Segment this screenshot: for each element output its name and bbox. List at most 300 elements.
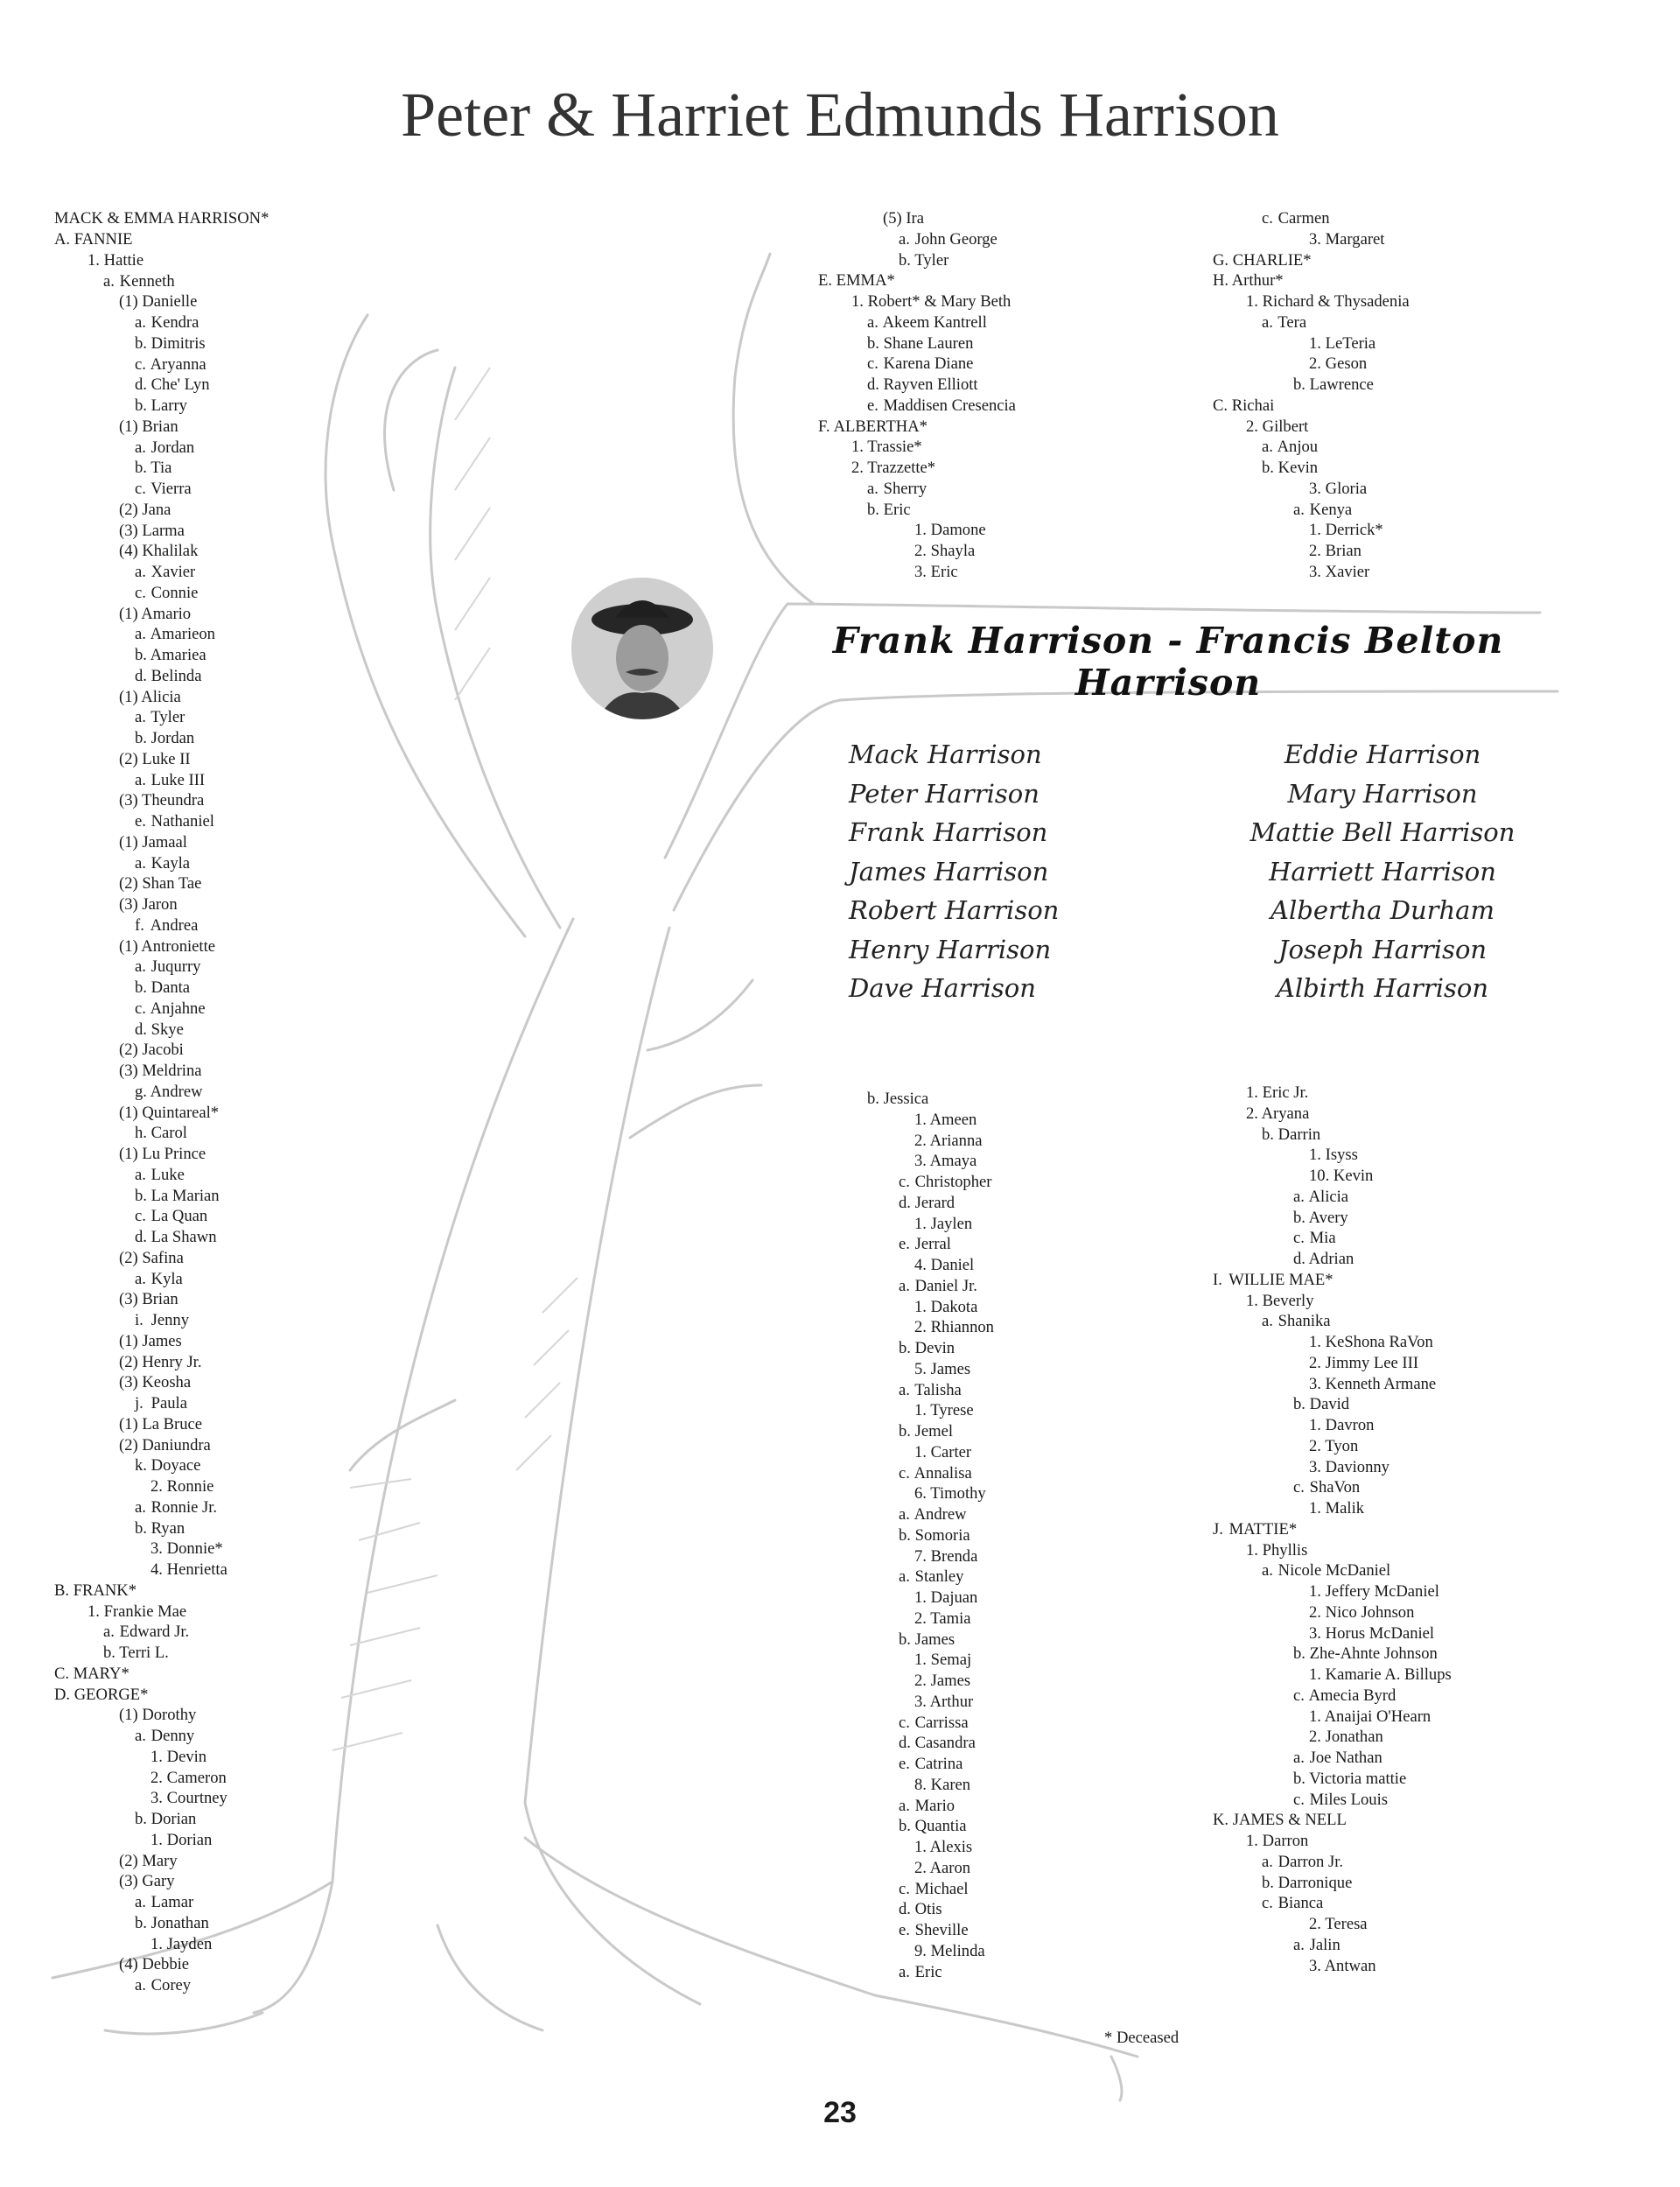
- child-name: Mattie Bell Harrison: [1250, 817, 1516, 847]
- entry-marker: B.: [54, 1581, 70, 1600]
- entry-name: Jonathan: [147, 1913, 209, 1932]
- entry-marker: (1): [119, 1145, 138, 1163]
- entry-marker: C.: [54, 1664, 70, 1683]
- family-entry: [54, 1539, 228, 1560]
- entry-name: Denny: [147, 1727, 195, 1745]
- family-entry: [54, 1581, 228, 1602]
- entry-name: Carmen: [1274, 209, 1330, 228]
- page-number: 23: [823, 2096, 857, 2129]
- entry-marker: c.: [135, 354, 146, 374]
- family-entry: [1213, 1270, 1452, 1291]
- entry-marker: 3.: [1309, 1457, 1321, 1476]
- entry-marker: e.: [867, 396, 878, 415]
- entry-marker: 2.: [1309, 1353, 1321, 1372]
- family-entry: [1213, 354, 1410, 375]
- family-entry: [54, 604, 228, 625]
- entry-marker: 1.: [914, 1838, 927, 1856]
- family-entry: [54, 811, 228, 832]
- family-entry: [54, 624, 228, 645]
- entry-name: Larry: [147, 396, 187, 415]
- family-entry: [1213, 1602, 1452, 1623]
- child-name: Joseph Harrison: [1278, 934, 1488, 964]
- entry-name: Trazzette*: [864, 459, 936, 477]
- entry-name: La Shawn: [147, 1228, 217, 1246]
- entry-marker: 1.: [914, 1110, 927, 1129]
- entry-marker: 1.: [1309, 1333, 1321, 1351]
- entry-marker: (1): [119, 292, 138, 312]
- entry-name: Casandra: [911, 1734, 976, 1753]
- entry-name: ALBERTHA*: [830, 417, 928, 436]
- entry-name: Rhiannon: [927, 1318, 994, 1337]
- entry-name: GEORGE*: [70, 1685, 149, 1704]
- entry-marker: 9.: [914, 1941, 927, 1960]
- entry-name: Arianna: [927, 1131, 983, 1150]
- entry-name: Trassie*: [864, 438, 922, 457]
- family-entry: [54, 562, 228, 583]
- family-entry: [818, 1255, 994, 1276]
- entry-name: Anaijai O'Hearn: [1321, 1707, 1432, 1726]
- entry-name: Jaron: [137, 895, 178, 914]
- entry-name: Richard & Thysadenia: [1258, 292, 1410, 311]
- entry-name: WILLIE MAE*: [1225, 1270, 1334, 1289]
- family-entry: [54, 1331, 228, 1352]
- entry-name: Geson: [1321, 354, 1368, 374]
- entry-name: Kevin: [1274, 459, 1319, 477]
- entry-name: Antroniette: [137, 936, 215, 956]
- family-entry: [818, 1567, 994, 1588]
- family-entry: [54, 291, 228, 312]
- entry-marker: b.: [135, 459, 147, 478]
- entry-marker: 4.: [914, 1256, 927, 1274]
- entry-marker: b.: [899, 250, 911, 270]
- entry-name: LeTeria: [1321, 333, 1376, 353]
- entry-marker: b.: [899, 1817, 911, 1836]
- family-entry: [818, 1941, 994, 1962]
- entry-marker: c.: [1262, 1894, 1273, 1913]
- entry-marker: 1.: [914, 1588, 927, 1607]
- entry-marker: a.: [135, 625, 146, 644]
- entry-marker: a.: [135, 708, 146, 727]
- entry-marker: 1.: [150, 1830, 163, 1849]
- family-entry: [818, 1380, 994, 1401]
- entry-name: Dorian: [163, 1830, 213, 1849]
- family-entry: [818, 1463, 994, 1484]
- entry-marker: (2): [119, 1435, 138, 1454]
- entry-name: David: [1306, 1395, 1350, 1414]
- entry-name: Gloria: [1321, 479, 1368, 498]
- family-entry: [818, 1713, 994, 1734]
- child-name: Dave Harrison: [849, 973, 1036, 1003]
- entry-name: JAMES & NELL: [1228, 1811, 1347, 1830]
- family-entry: [818, 1837, 994, 1858]
- family-entry: [818, 1796, 994, 1817]
- family-entry: [1213, 1581, 1452, 1602]
- family-entry: [54, 728, 228, 749]
- entry-marker: d.: [867, 375, 879, 394]
- entry-marker: 1.: [88, 250, 100, 270]
- entry-marker: (1): [119, 1331, 138, 1350]
- family-entry: [54, 1809, 228, 1830]
- entry-name: Avery: [1306, 1208, 1348, 1227]
- entry-marker: A.: [54, 230, 71, 249]
- family-entry: [818, 250, 1016, 271]
- entry-marker: 3.: [1309, 1956, 1321, 1975]
- family-entry: [818, 1650, 994, 1671]
- entry-name: Dajuan: [927, 1588, 978, 1607]
- entry-name: Alicia: [137, 687, 181, 706]
- family-entry: [1213, 208, 1410, 229]
- entry-name: Horus McDaniel: [1321, 1623, 1435, 1643]
- entry-name: Lu Prince: [137, 1145, 206, 1163]
- entry-marker: 2.: [1246, 417, 1258, 436]
- entry-marker: 1.: [1246, 1832, 1258, 1850]
- family-entry: [818, 1234, 994, 1255]
- entry-name: Luke III: [147, 770, 206, 789]
- family-entry: [54, 1352, 228, 1373]
- entry-name: Carter: [927, 1442, 972, 1462]
- entry-marker: 2.: [914, 1318, 927, 1337]
- entry-marker: (1): [119, 936, 138, 956]
- entry-name: Dorothy: [137, 1706, 197, 1725]
- entry-marker: d.: [135, 375, 147, 395]
- entry-marker: a.: [899, 229, 910, 249]
- family-entry: [1213, 1498, 1452, 1519]
- entry-name: Melinda: [927, 1941, 985, 1960]
- entry-name: Bianca: [1274, 1894, 1324, 1913]
- family-entry: [1213, 1249, 1452, 1270]
- entry-name: Skye: [147, 1020, 184, 1039]
- entry-name: Gilbert: [1258, 417, 1309, 436]
- entry-marker: H.: [1213, 271, 1229, 291]
- family-entry: [54, 770, 228, 791]
- entry-marker: g.: [135, 1082, 147, 1101]
- family-entry: [54, 271, 228, 292]
- family-entry: [1213, 1104, 1452, 1125]
- entry-marker: a.: [1293, 1749, 1305, 1767]
- children-list-right: [1216, 735, 1549, 1008]
- entry-name: Alicia: [1306, 1187, 1349, 1206]
- column3-list: [1213, 208, 1410, 583]
- entry-name: Michael: [911, 1879, 969, 1898]
- entry-name: FANNIE: [70, 230, 133, 249]
- entry-marker: 1.: [1309, 1665, 1321, 1684]
- entry-marker: D.: [54, 1685, 71, 1704]
- entry-marker: h.: [135, 1124, 147, 1143]
- entry-marker: a.: [899, 1276, 910, 1295]
- entry-name: Semaj: [927, 1651, 972, 1670]
- entry-marker: (2): [119, 1248, 138, 1267]
- entry-marker: (3): [119, 1290, 138, 1309]
- entry-name: MARY*: [69, 1664, 130, 1683]
- family-entry: [54, 687, 228, 708]
- family-entry: [54, 873, 228, 894]
- family-entry: [54, 853, 228, 874]
- entry-name: Courtney: [163, 1789, 228, 1808]
- entry-name: Amarieon: [147, 625, 215, 644]
- entry-name: James: [137, 1331, 182, 1350]
- entry-name: Stanley: [911, 1567, 964, 1587]
- entry-name: Jordan: [147, 729, 195, 747]
- entry-marker: 3.: [914, 1152, 927, 1171]
- entry-name: Quantia: [911, 1817, 967, 1836]
- entry-name: Damone: [927, 521, 986, 540]
- entry-name: Juqurry: [147, 957, 201, 977]
- family-entry: [1213, 1623, 1452, 1644]
- entry-name: Miles Louis: [1306, 1790, 1389, 1809]
- family-entry: [54, 915, 228, 936]
- entry-name: Amaya: [927, 1152, 977, 1171]
- entry-name: Nathaniel: [147, 812, 214, 831]
- entry-name: Hattie: [100, 250, 144, 270]
- entry-name: Kyla: [147, 1269, 183, 1288]
- entry-name: Mia: [1306, 1229, 1336, 1248]
- entry-name: Shayla: [927, 542, 976, 560]
- family-entry: [818, 229, 1016, 250]
- entry-marker: (3): [119, 1373, 138, 1392]
- entry-name: Arthur: [927, 1692, 974, 1711]
- family-entry: [54, 1934, 228, 1955]
- family-entry: [818, 417, 1016, 438]
- entry-name: Aryanna: [147, 354, 206, 374]
- entry-marker: 2.: [1309, 354, 1321, 374]
- family-entry: [818, 1089, 994, 1110]
- family-entry: [818, 1692, 994, 1713]
- entry-name: Andrew: [911, 1505, 967, 1524]
- family-entry: [1213, 1145, 1452, 1166]
- entry-name: Shan Tae: [137, 874, 202, 894]
- family-entry: [1213, 1935, 1452, 1956]
- entry-name: Ryan: [147, 1518, 186, 1538]
- entry-name: Donnie*: [163, 1539, 223, 1559]
- entry-name: Akeem Kantrell: [879, 312, 987, 332]
- entry-marker: b.: [899, 1339, 911, 1357]
- family-entry: [54, 936, 228, 957]
- entry-marker: 1.: [1246, 1540, 1258, 1560]
- entry-name: Amecia Byrd: [1306, 1686, 1396, 1705]
- family-entry: [818, 1879, 994, 1900]
- entry-name: MATTIE*: [1225, 1519, 1298, 1539]
- family-entry: [54, 1643, 228, 1664]
- family-entry: [1213, 1083, 1452, 1104]
- entry-name: Daniel: [927, 1256, 975, 1274]
- family-entry: [818, 1483, 994, 1504]
- entry-marker: (1): [119, 832, 138, 852]
- entry-marker: b.: [135, 729, 147, 747]
- entry-marker: (1): [119, 604, 138, 623]
- family-entry: [1213, 1810, 1452, 1831]
- family-entry: [54, 1082, 228, 1103]
- entry-marker: 2.: [914, 1131, 927, 1150]
- entry-name: Henry Jr.: [137, 1352, 202, 1371]
- entry-name: Darron: [1258, 1832, 1309, 1850]
- entry-marker: c.: [1262, 209, 1273, 228]
- entry-name: Robert* & Mary Beth: [864, 292, 1012, 311]
- family-entry: [54, 1622, 228, 1643]
- entry-marker: c.: [135, 1207, 146, 1226]
- entry-name: Shanika: [1274, 1312, 1331, 1331]
- family-entry: [1213, 1873, 1452, 1894]
- entry-name: Dimitris: [147, 333, 206, 353]
- entry-name: Frankie Mae: [100, 1602, 187, 1621]
- family-entry: [54, 500, 228, 521]
- entry-marker: d.: [135, 1228, 147, 1246]
- family-entry: [54, 1726, 228, 1747]
- family-entry: [1213, 1707, 1452, 1728]
- child-name: Robert Harrison: [849, 895, 1060, 925]
- entry-name: Derrick*: [1321, 521, 1383, 540]
- entry-marker: c.: [899, 1879, 910, 1898]
- family-entry: [818, 437, 1016, 458]
- entry-marker: (2): [119, 1041, 138, 1060]
- family-entry: [54, 1435, 228, 1456]
- entry-marker: 1.: [1246, 292, 1258, 311]
- entry-name: Karen: [927, 1775, 971, 1794]
- entry-name: James: [927, 1672, 971, 1690]
- entry-name: ShaVon: [1306, 1478, 1361, 1497]
- entry-marker: (4): [119, 1955, 138, 1974]
- entry-marker: (1): [119, 1103, 138, 1122]
- entry-marker: a.: [899, 1962, 910, 1981]
- entry-name: Catrina: [911, 1755, 963, 1773]
- family-entry: [54, 707, 228, 728]
- family-entry: [1213, 1519, 1452, 1540]
- entry-name: Alexis: [927, 1838, 973, 1856]
- entry-marker: b.: [103, 1644, 116, 1662]
- entry-marker: c.: [899, 1463, 910, 1483]
- entry-name: Malik: [1321, 1499, 1365, 1518]
- family-entry: [818, 1816, 994, 1837]
- family-entry: [818, 1193, 994, 1214]
- entry-marker: 2.: [914, 542, 927, 560]
- entry-marker: 1.: [914, 521, 927, 540]
- entry-name: James: [911, 1630, 956, 1649]
- family-entry: [1213, 1540, 1452, 1561]
- entry-name: Kenya: [1306, 500, 1353, 519]
- deceased-footnote: * Deceased: [1104, 2029, 1180, 2047]
- family-entry: [54, 1476, 228, 1497]
- entry-name: Daniel Jr.: [911, 1276, 977, 1295]
- entry-marker: a.: [867, 479, 878, 498]
- entry-marker: c.: [1293, 1229, 1305, 1248]
- entry-marker: (4): [119, 542, 138, 561]
- family-entry: [1213, 1166, 1452, 1187]
- entry-name: Phyllis: [1258, 1540, 1308, 1560]
- family-entry: [54, 1103, 228, 1124]
- entry-name: Jerard: [911, 1193, 956, 1212]
- entry-marker: (1): [119, 687, 138, 706]
- entry-marker: c.: [135, 480, 146, 498]
- entry-marker: C.: [1213, 396, 1228, 415]
- entry-marker: (5): [883, 209, 902, 228]
- family-entry: [54, 1768, 228, 1789]
- family-entry: [54, 1851, 228, 1872]
- entry-marker: b.: [135, 646, 147, 664]
- children-list-left: [849, 735, 1199, 1008]
- family-entry: [1213, 1769, 1452, 1790]
- family-entry: [1213, 270, 1410, 291]
- family-entry: [54, 1602, 228, 1623]
- family-entry: [1213, 1956, 1452, 1977]
- entry-name: Luke II: [137, 749, 191, 768]
- family-entry: [818, 1110, 994, 1131]
- entry-name: Jenny: [147, 1311, 190, 1329]
- entry-marker: 2.: [1309, 1602, 1321, 1622]
- entry-marker: d.: [1293, 1250, 1306, 1268]
- entry-marker: a.: [1293, 1935, 1305, 1954]
- entry-marker: a.: [899, 1796, 910, 1815]
- entry-marker: d.: [899, 1734, 911, 1753]
- entry-marker: b.: [135, 333, 147, 353]
- entry-name: Henrietta: [163, 1560, 228, 1579]
- entry-name: Brian: [137, 1290, 178, 1309]
- entry-name: Timothy: [927, 1484, 986, 1504]
- entry-name: Teresa: [1321, 1915, 1368, 1933]
- entry-marker: F.: [818, 417, 830, 436]
- entry-name: Cameron: [163, 1768, 227, 1787]
- family-entry: [818, 1525, 994, 1546]
- column4-list: [818, 1089, 994, 1982]
- entry-name: La Quan: [147, 1207, 208, 1226]
- entry-marker: b.: [1262, 1125, 1274, 1144]
- entry-name: Amariea: [147, 646, 206, 664]
- entry-name: Dakota: [927, 1297, 978, 1316]
- entry-marker: 1.: [1309, 1499, 1321, 1518]
- family-entry: [818, 270, 1016, 291]
- family-entry: [1213, 1353, 1452, 1374]
- column2-list: [818, 208, 1016, 583]
- entry-marker: 3.: [1309, 1374, 1321, 1393]
- entry-name: Eric: [879, 500, 911, 519]
- family-entry: [818, 1858, 994, 1879]
- family-entry: [1213, 229, 1410, 250]
- entry-name: KeShona RaVon: [1321, 1333, 1433, 1351]
- entry-name: Larma: [137, 521, 185, 540]
- entry-name: Rayven Elliott: [879, 375, 978, 394]
- entry-marker: b.: [1293, 1208, 1306, 1227]
- entry-name: Brenda: [927, 1546, 978, 1566]
- family-entry: [54, 1040, 228, 1061]
- entry-marker: f.: [135, 915, 144, 935]
- entry-name: Talisha: [911, 1380, 962, 1399]
- entry-marker: (2): [119, 1352, 138, 1371]
- entry-marker: e.: [899, 1235, 910, 1254]
- family-entry: [54, 438, 228, 459]
- entry-marker: d.: [899, 1193, 911, 1212]
- entry-name: Anjahne: [147, 999, 206, 1018]
- entry-name: Jemel: [911, 1422, 954, 1440]
- entry-marker: b.: [1293, 1395, 1306, 1414]
- entry-marker: a.: [867, 312, 878, 332]
- entry-name: Zhe-Ahnte Johnson: [1306, 1644, 1438, 1664]
- family-entry: [1213, 437, 1410, 458]
- entry-marker: 1.: [914, 1214, 927, 1233]
- family-entry: [818, 1504, 994, 1525]
- entry-name: Tamia: [927, 1609, 971, 1628]
- entry-marker: (1): [119, 417, 138, 436]
- family-entry: [54, 1227, 228, 1248]
- entry-name: Lawrence: [1306, 375, 1374, 394]
- entry-marker: 6.: [914, 1484, 927, 1504]
- banner-name: Frank Harrison - Francis Belton Harrison: [832, 620, 1504, 704]
- entry-marker: b.: [135, 978, 147, 997]
- entry-marker: b.: [1293, 1769, 1306, 1788]
- entry-marker: 1.: [1309, 1146, 1321, 1165]
- family-entry: [818, 1131, 994, 1152]
- entry-marker: (1): [119, 1706, 138, 1725]
- entry-name: Maddisen Cresencia: [879, 396, 1016, 415]
- entry-marker: 2.: [914, 1672, 927, 1690]
- family-entry: [54, 1123, 228, 1144]
